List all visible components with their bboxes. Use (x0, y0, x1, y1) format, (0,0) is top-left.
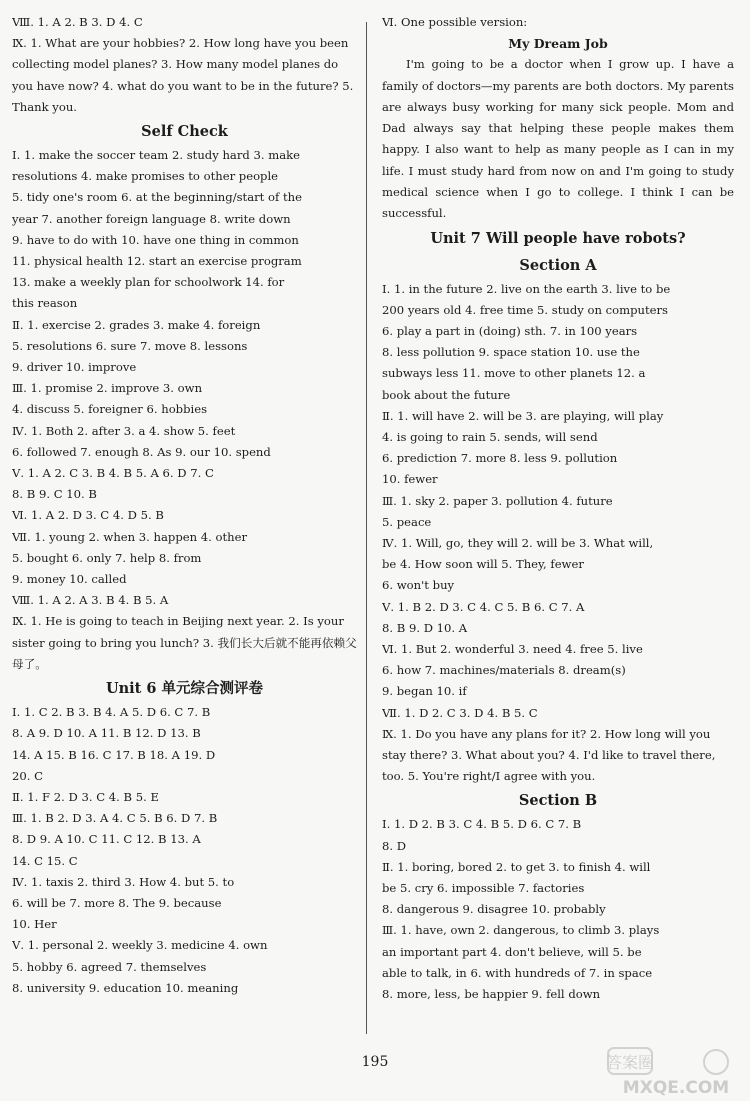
watermark-text-en: MXQE.COM (622, 1078, 730, 1098)
answer-line: 6. will be 7. more 8. The 9. because (12, 895, 222, 910)
answer-line: 10. Her (12, 917, 57, 932)
answer-line: 14. C 15. C (12, 853, 78, 868)
answer-line: resolutions 4. make promises to other people (12, 169, 279, 184)
answer-line: 6. won't buy (382, 578, 455, 593)
answer-line: Ⅰ. 1. make the soccer team 2. study hard 3. make (12, 148, 301, 163)
answer-line: 9. driver 10. improve (12, 360, 137, 375)
answer-line: 8. D (382, 838, 407, 853)
answer-line: 9. began 10. if (382, 684, 467, 699)
answer-line: Ⅵ. 1. A 2. D 3. C 4. D 5. B (12, 508, 164, 523)
answer-line: 5. resolutions 6. sure 7. move 8. lessons (12, 338, 248, 353)
answer-line: Ⅳ. 1. Will, go, they will 2. will be 3. What will, (382, 536, 654, 551)
answer-line: year 7. another foreign language 8. write down (12, 211, 291, 226)
answer-line: 20. C (12, 768, 43, 783)
section-heading: Unit 7 Will people have robots? (430, 229, 686, 247)
answer-line: 8. dangerous 9. disagree 10. probably (382, 902, 606, 917)
answer-line: 14. A 15. B 16. C 17. B 18. A 19. D (12, 747, 216, 762)
answer-line: subways less 11. move to other planets 12. a (382, 366, 646, 381)
answer-line: 5. hobby 6. agreed 7. themselves (12, 959, 207, 974)
answer-line: an important part 4. don't believe, will 5. be (382, 944, 642, 959)
answer-line: Ⅰ. 1. in the future 2. live on the earth 3. live to be (382, 281, 671, 296)
answer-line: Ⅱ. 1. exercise 2. grades 3. make 4. foreign (12, 317, 261, 332)
answer-line: Ⅱ. 1. will have 2. will be 3. are playing, will play (382, 408, 664, 423)
answer-line: 6. prediction 7. more 8. less 9. pollution (382, 451, 618, 466)
essay-title: My Dream Job (508, 36, 608, 52)
section-heading: Unit 6 单元综合测评卷 (105, 680, 264, 698)
watermark-logo (606, 1046, 746, 1098)
page-number: 195 (361, 1054, 389, 1070)
answer-line: Ⅲ. 1. B 2. D 3. A 4. C 5. B 6. D 7. B (12, 811, 218, 826)
answer-line: 8. A 9. D 10. A 11. B 12. D 13. B (12, 726, 201, 741)
section-heading: Section A (519, 256, 597, 274)
answer-line: be 4. How soon will 5. They, fewer (382, 557, 584, 572)
answer-line: Ⅶ. 1. D 2. C 3. D 4. B 5. C (382, 705, 538, 720)
answer-line: 8. more, less, be happier 9. fell down (382, 987, 601, 1002)
answer-line: Ⅳ. 1. Both 2. after 3. a 4. show 5. feet (12, 423, 236, 438)
answer-line: Ⅴ. 1. B 2. D 3. C 4. C 5. B 6. C 7. A (382, 599, 585, 614)
answer-line: 8. university 9. education 10. meaning (12, 980, 239, 995)
answer-line: 5. peace (382, 514, 432, 529)
right-column (382, 12, 734, 1005)
essay-paragraph: I'm going to be a doctor when I grow up. I have a family of doctors—my parents are both doctors. My parents are always busy working for many sick people. Mom and Dad always say that helping these people makes them happy. I also want to help as many people as I can in my life. I must study hard from now on and I'm going to study medical science when I go to college. I think I can be successful. (382, 57, 734, 221)
answer-line: 9. money 10. called (12, 572, 127, 587)
answer-line: 6. how 7. machines/materials 8. dream(s) (382, 663, 626, 678)
answer-line: Ⅷ. 1. A 2. A 3. B 4. B 5. A (12, 593, 169, 608)
answer-block: Ⅸ. 1. What are your hobbies? 2. How long have you been collecting model planes? 3. How many model planes do you have now? 4. what do you want to be in the future? 5. Thank you. (12, 36, 354, 114)
answer-line: Ⅳ. 1. taxis 2. third 3. How 4. but 5. to (12, 874, 235, 889)
answer-line: 5. bought 6. only 7. help 8. from (12, 550, 202, 565)
left-column (12, 12, 357, 999)
answer-line: 10. fewer (382, 472, 438, 487)
answer-line: be 5. cry 6. impossible 7. factories (382, 881, 585, 896)
answer-line: 200 years old 4. free time 5. study on computers (382, 302, 668, 317)
answer-line: this reason (12, 296, 78, 311)
answer-line: 6. followed 7. enough 8. As 9. our 10. spend (12, 444, 271, 459)
section-heading: Section B (518, 792, 598, 810)
column-divider (366, 22, 367, 1034)
answer-line: Ⅲ. 1. sky 2. paper 3. pollution 4. future (382, 493, 613, 508)
answer-line: 13. make a weekly plan for schoolwork 14. for (12, 275, 285, 290)
answer-line: 6. play a part in (doing) sth. 7. in 100 years (382, 323, 638, 338)
answer-line: book about the future (382, 387, 511, 402)
answer-line: 8. B 9. C 10. B (12, 487, 97, 502)
answer-line: Ⅷ. 1. A 2. B 3. D 4. C (12, 15, 143, 29)
answer-line: 9. have to do with 10. have one thing in common (12, 232, 299, 247)
answer-line: Ⅱ. 1. F 2. D 3. C 4. B 5. E (12, 789, 159, 804)
section-heading: Self Check (141, 123, 228, 141)
answer-line: 8. B 9. D 10. A (382, 620, 468, 635)
answer-line: Ⅰ. 1. D 2. B 3. C 4. B 5. D 6. C 7. B (382, 817, 582, 832)
answer-line: Ⅶ. 1. young 2. when 3. happen 4. other (12, 529, 248, 544)
answer-line: 4. discuss 5. foreigner 6. hobbies (12, 402, 208, 417)
answer-line: able to talk, in 6. with hundreds of 7. in space (382, 965, 653, 980)
answer-line: 5. tidy one's room 6. at the beginning/start of the (12, 190, 302, 205)
answer-line: 8. less pollution 9. space station 10. use the (382, 345, 640, 360)
answer-block: Ⅸ. 1. He is going to teach in Beijing next year. 2. Is your sister going to bring you lunch? 3. 我们长大后就不能再依赖父母了。 (12, 614, 357, 671)
answer-line: Ⅰ. 1. C 2. B 3. B 4. A 5. D 6. C 7. B (12, 705, 211, 720)
answer-line: Ⅵ. One possible version: (382, 15, 528, 29)
answer-line: 4. is going to rain 5. sends, will send (382, 430, 598, 444)
answer-line: Ⅲ. 1. have, own 2. dangerous, to climb 3. plays (382, 923, 660, 938)
answer-line: Ⅲ. 1. promise 2. improve 3. own (12, 381, 203, 396)
answer-line: Ⅱ. 1. boring, bored 2. to get 3. to finish 4. will (382, 859, 651, 874)
answer-line: Ⅴ. 1. A 2. C 3. B 4. B 5. A 6. D 7. C (12, 466, 214, 481)
answer-line: 8. D 9. A 10. C 11. C 12. B 13. A (12, 832, 201, 847)
watermark-text-cn: 答案圈 (606, 1053, 655, 1072)
answer-line: Ⅵ. 1. But 2. wonderful 3. need 4. free 5. live (382, 642, 643, 657)
answer-line: 11. physical health 12. start an exercise program (12, 254, 302, 269)
answer-block: Ⅸ. 1. Do you have any plans for it? 2. How long will you stay there? 3. What about you? 4. I'd like to travel there, too. 5. You're right/I agree with you. (382, 726, 716, 784)
answer-line: Ⅴ. 1. personal 2. weekly 3. medicine 4. own (12, 938, 268, 953)
